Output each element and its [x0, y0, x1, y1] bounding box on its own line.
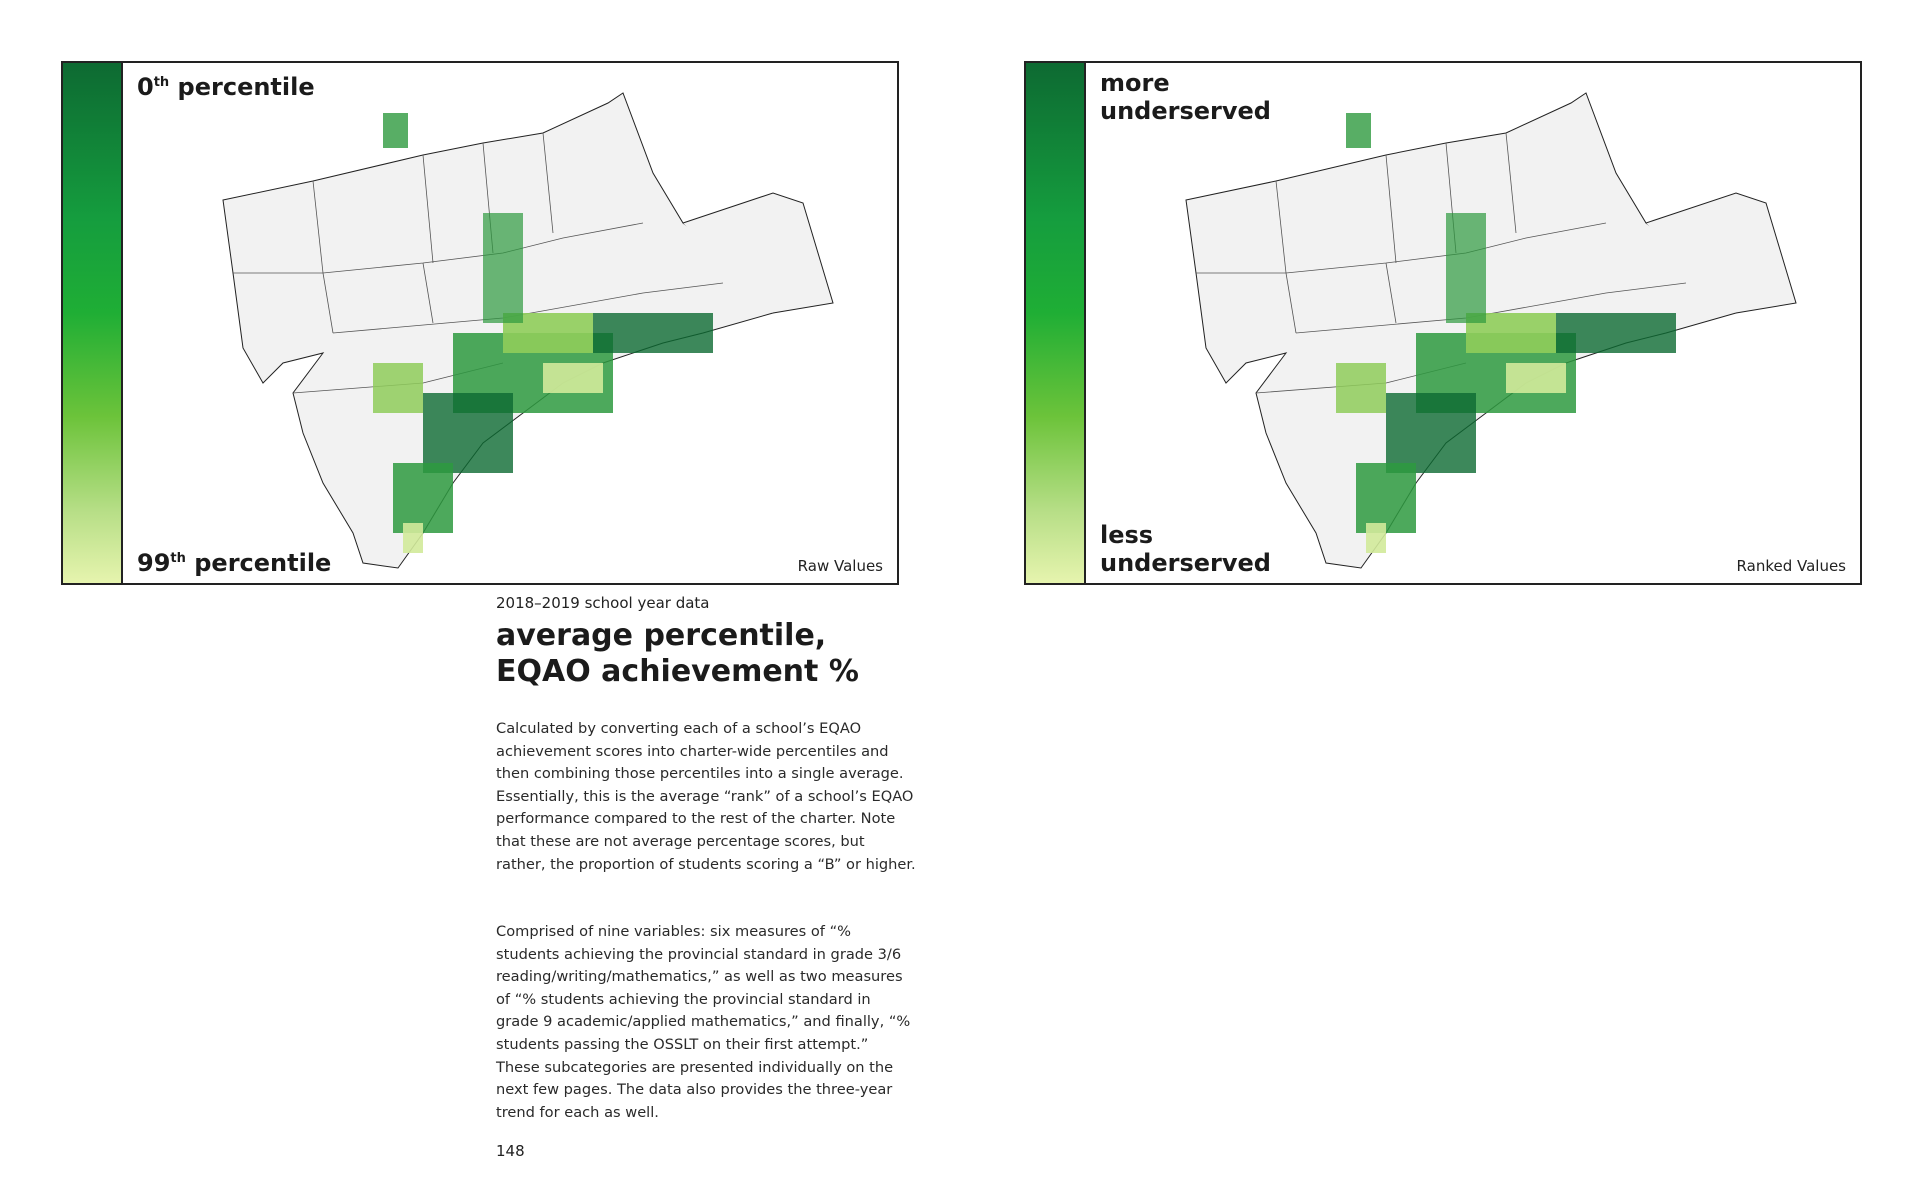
map-value-type-note: Ranked Values — [1736, 557, 1846, 575]
legend-top-label: 0th percentile — [137, 73, 315, 101]
description-paragraph-2: Comprised of nine variables: six measures of “% students achieving the provincial standard in grade 3/6 reading/writing/mathematics,” as well as two measures of “% students achieving the provincial standard in grade 9 academic/applied mathematics,” and finally, “% students passing the OSSLT on their first attempt.” These subcategories are presented individually on the next few pages. The data also provides the three-year trend for each as well. — [496, 923, 911, 1121]
legend-top-label: more underserved — [1100, 69, 1271, 125]
data-year-label: 2018–2019 school year data — [496, 594, 710, 612]
color-legend-bar — [1026, 63, 1086, 583]
color-legend-bar — [63, 63, 123, 583]
map-panel-ranked-values — [1024, 61, 1862, 585]
legend-bottom-label: less underserved — [1100, 521, 1271, 577]
region-map — [1086, 63, 1860, 583]
description-paragraph-1: Calculated by converting each of a school’s EQAO achievement scores into charter-wide percentiles and then combining those percentiles into a single average. Essentially, this is the average “rank” of a school’s EQAO performance compared to the rest of the charter. Note that these are not average percentage scores, but rather, the proportion of students scoring a “B” or higher. — [496, 720, 916, 873]
map-value-type-note: Raw Values — [797, 557, 883, 575]
region-map — [123, 63, 897, 583]
page-number: 148 — [496, 1142, 525, 1160]
map-panel-raw-values — [61, 61, 899, 585]
legend-bottom-label: 99th percentile — [137, 549, 332, 577]
section-heading: average percentile, EQAO achievement % — [496, 618, 859, 689]
